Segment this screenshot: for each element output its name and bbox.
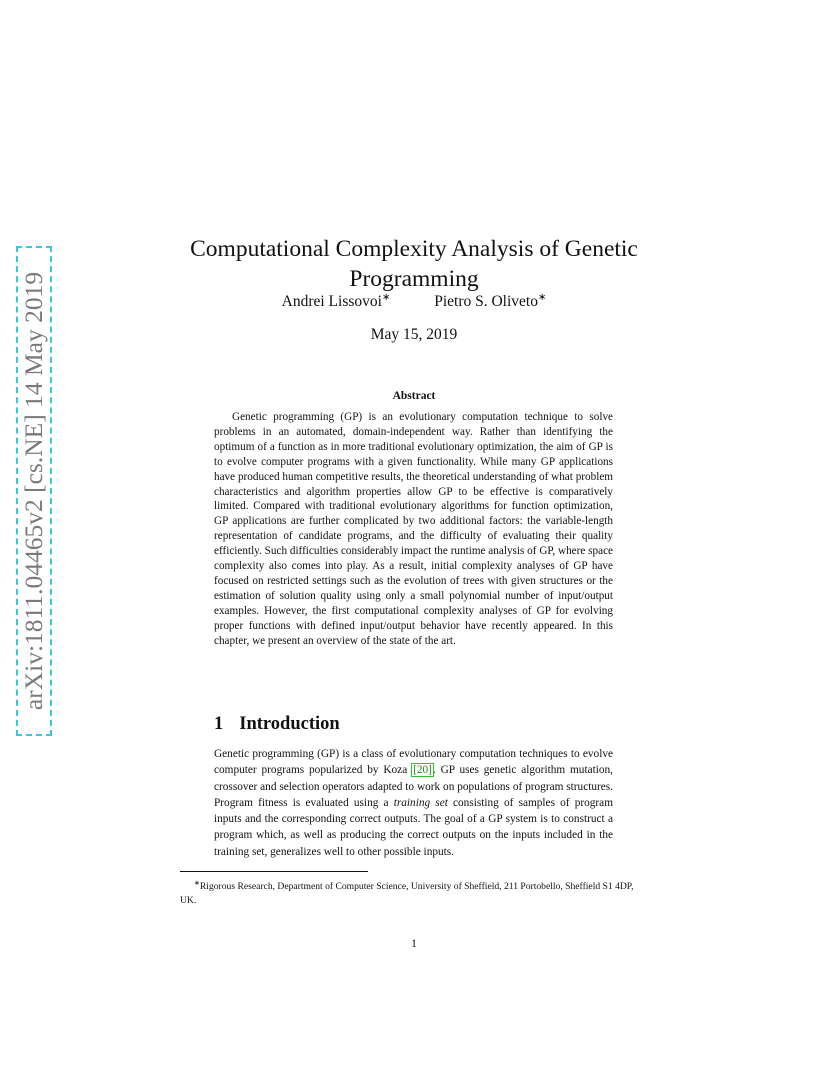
- paper-title: Computational Complexity Analysis of Genetic Programming: [190, 235, 638, 292]
- author-1: [282, 293, 391, 310]
- paper-date: May 15, 2019: [370, 326, 458, 343]
- author-2-name: Pietro S. Oliveto: [434, 293, 538, 311]
- intro-text-3: consisting of samples of program inputs and the corresponding correct outputs. The goal of a GP system is to construct a program which, as well as producing the correct outputs on the inputs included in the training set, generalizes well to other possible inputs.: [214, 796, 613, 858]
- section-heading: [214, 714, 340, 735]
- section-title: Introduction: [239, 714, 340, 734]
- intro-text-2: . GP uses genetic algorithm mutation, crossover and selection operators adapted to work on populations of program structures. Program fitness is evaluated using a: [214, 764, 613, 809]
- section-number: 1: [214, 714, 224, 734]
- intro-text-1: Genetic programming (GP) is a class of evolutionary computation techniques to evolve computer programs popularized by Koza: [214, 748, 613, 777]
- author-2: [434, 293, 546, 310]
- author-2-mark: ∗: [537, 292, 547, 303]
- footnote-rule: [180, 871, 368, 872]
- citation-link[interactable]: [20]: [413, 764, 432, 777]
- footnote-text: Rigorous Research, Department of Computer Science, University of Sheffield, 211 Portobello, Sheffield S1 4DP, UK.: [180, 881, 634, 907]
- arxiv-stamp: arXiv:1811.04465v2 [cs.NE] 14 May 2019: [19, 271, 48, 711]
- abstract-text: Genetic programming (GP) is an evolutionary computation technique to solve problems in an automated, domain-independent way. Rather than identifying the optimum of a function as in more traditional evolutionary optimization, the aim of GP is to evolve computer programs with a given functionality. While many GP applications have produced human competitive results, the theoretical understanding of what problem characteristics and algorithm properties allow GP to be effective is comparatively limited. Compared with traditional evolutionary algorithms for function optimization, GP applications are further complicated by two additional factors: the variable-length representation of candidate programs, and the difficulty of evaluating their quality efficiently. Such difficulties considerably impact the runtime analysis of GP, where space complexity also comes into play. As a result, initial complexity analyses of GP have focused on restricted settings such as the evolution of trees with given structures or the estimation of solution quality using only a small polynomial number of input/output examples. However, the first computational complexity analyses of GP for evolving proper functions with defined input/output behavior have recently appeared. In this chapter, we present an overview of the state of the art.: [214, 411, 613, 647]
- authors: [200, 292, 628, 311]
- footnote: [180, 876, 648, 908]
- intro-emphasis: training set: [393, 796, 448, 809]
- abstract-heading: Abstract: [392, 390, 436, 402]
- footnote-mark: ∗: [194, 879, 200, 887]
- author-1-name: Andrei Lissovoi: [281, 293, 382, 311]
- author-1-mark: ∗: [381, 292, 391, 303]
- page-number: 1: [411, 938, 417, 950]
- introduction-paragraph: [214, 746, 613, 860]
